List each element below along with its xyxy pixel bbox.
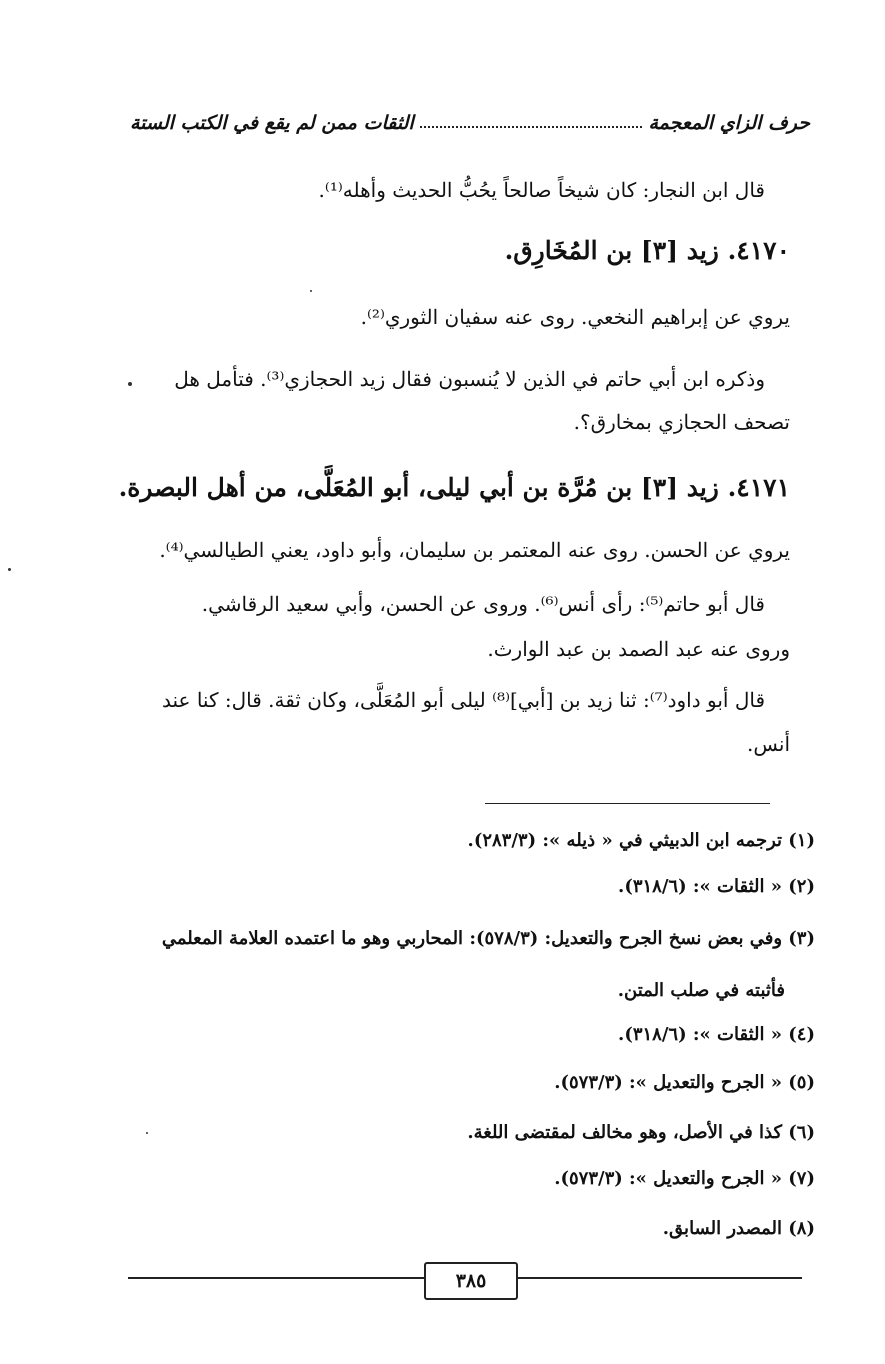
footnote-4: (٤) « الثقات »: (٣١٨/٦).: [618, 1024, 815, 1045]
paragraph-narrates-nakhai: يروي عن إبراهيم النخعي. روى عنه سفيان الثوري⁽²⁾.: [360, 305, 790, 329]
footer-rule-right: [510, 1277, 802, 1279]
paragraph-ibn-abi-hatim-l2: تصحف الحجازي بمخارق؟.: [573, 410, 790, 434]
header-chapter: حرف الزاي المعجمة: [648, 112, 810, 134]
entry-heading-4171: ٤١٧١. زيد [٣] بن مُرَّة بن أبي ليلى، أبو المُعَلَّى، من أهل البصرة.: [118, 473, 790, 502]
footnote-6: (٦) كذا في الأصل، وهو مخالف لمقتضى اللغة.: [467, 1122, 815, 1143]
paragraph-ibn-najjar: قال ابن النجار: كان شيخاً صالحاً يحُبُّ الحديث وأهله⁽¹⁾.: [318, 178, 765, 202]
entry-heading-4170: ٤١٧٠. زيد [٣] بن المُخَارِق.: [504, 236, 790, 265]
footnote-8: (٨) المصدر السابق.: [662, 1218, 815, 1239]
footnote-7: (٧) « الجرح والتعديل »: (٥٧٣/٣).: [554, 1168, 815, 1189]
scan-speck: [146, 1132, 148, 1134]
header-book-title: الثقات ممن لم يقع في الكتب الستة: [130, 112, 414, 134]
scan-speck: [128, 382, 132, 386]
footnote-3-l1: (٣) وفي بعض نسخ الجرح والتعديل: (٥٧٨/٣): المحاربي وهو ما اعتمده العلامة المعلمي: [161, 928, 815, 949]
paragraph-abu-hatim-l2: وروى عنه عبد الصمد بن عبد الوارث.: [487, 637, 790, 661]
footnote-5: (٥) « الجرح والتعديل »: (٥٧٣/٣).: [554, 1072, 815, 1093]
page-number: ٣٨٥: [455, 1270, 487, 1292]
footnote-2: (٢) « الثقات »: (٣١٨/٦).: [618, 876, 815, 897]
paragraph-narrates-hasan: يروي عن الحسن. روى عنه المعتمر بن سليمان، وأبو داود، يعني الطيالسي⁽⁴⁾.: [159, 538, 790, 562]
footnote-1: (١) ترجمه ابن الدبيثي في « ذيله »: (٢٨٣/٣).: [467, 830, 815, 851]
paragraph-abu-dawud-l2: أنس.: [747, 732, 790, 756]
footer-rule-left: [128, 1277, 428, 1279]
scan-speck: [310, 290, 312, 292]
footnote-separator: [485, 803, 770, 804]
footnote-3-l2: فأثبته في صلب المتن.: [617, 980, 785, 1001]
scan-speck: [8, 568, 11, 571]
paragraph-ibn-abi-hatim-l1: وذكره ابن أبي حاتم في الذين لا يُنسبون فقال زيد الحجازي⁽³⁾. فتأمل هل: [174, 367, 765, 391]
header-dots: [420, 112, 643, 128]
paragraph-abu-dawud-l1: قال أبو داود⁽⁷⁾: ثنا زيد بن [أبي]⁽⁸⁾ ليلى أبو المُعَلَّى، وكان ثقة. قال: كنا عند: [162, 688, 765, 712]
paragraph-abu-hatim-l1: قال أبو حاتم⁽⁵⁾: رأى أنس⁽⁶⁾. وروى عن الحسن، وأبي سعيد الرقاشي.: [201, 592, 765, 616]
page-number-box: [424, 1262, 518, 1300]
running-header: [130, 112, 810, 134]
